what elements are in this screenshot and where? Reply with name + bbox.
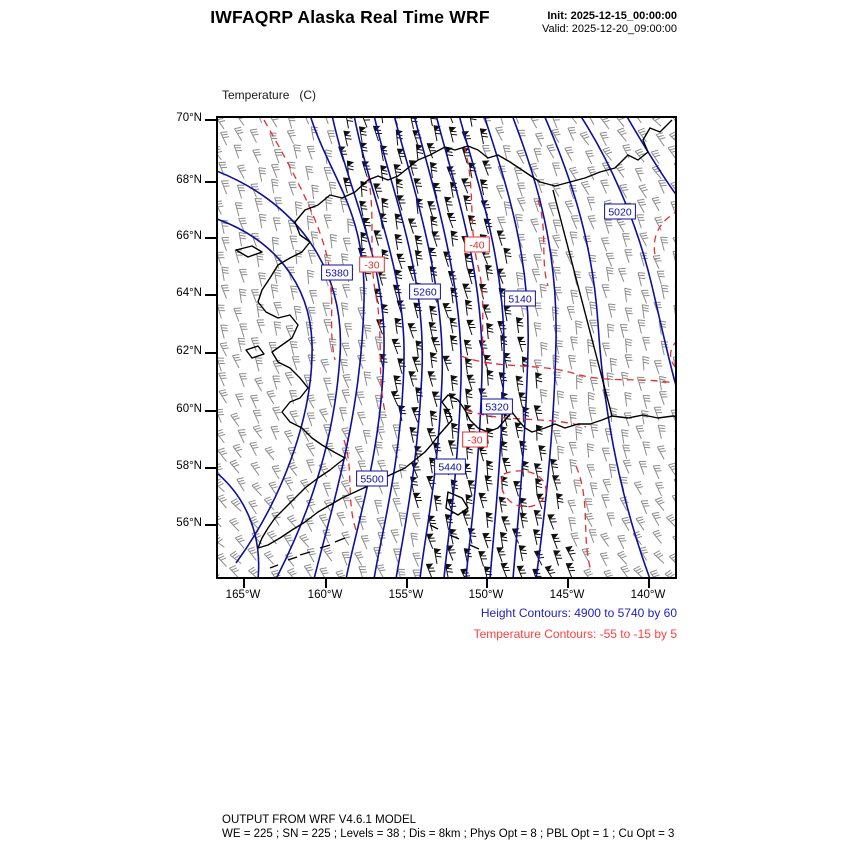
- lat-tick-label: 60°N: [176, 403, 202, 415]
- height-contour-label: [435, 459, 466, 474]
- svg-text:5440: 5440: [438, 461, 462, 474]
- temperature-contour-label: [465, 237, 490, 252]
- lon-tick-label: 140°W: [630, 589, 666, 601]
- footer-model-info: [222, 813, 674, 841]
- height-contour-label: [322, 265, 353, 280]
- lon-tick-mark: [243, 579, 245, 588]
- svg-text:5500: 5500: [360, 473, 384, 486]
- lat-tick-label: 58°N: [176, 460, 202, 472]
- map-frame: [216, 116, 677, 579]
- lat-tick-mark: [205, 410, 216, 412]
- lon-tick-mark: [567, 579, 569, 588]
- lat-tick-mark: [205, 524, 216, 526]
- init-timestamp: Init: 2025-12-15_00:00:00: [547, 10, 677, 22]
- temperature-contour-label: [360, 257, 385, 272]
- lat-tick-label: 70°N: [176, 112, 202, 124]
- lon-tick-label: 160°W: [307, 589, 343, 601]
- height-contours-caption: Height Contours: 4900 to 5740 by 60: [480, 606, 677, 620]
- svg-text:5020: 5020: [608, 206, 632, 219]
- valid-timestamp: Valid: 2025-12-20_09:00:00: [542, 23, 677, 35]
- map-plot: [218, 118, 675, 577]
- svg-text:5260: 5260: [413, 286, 437, 299]
- lon-tick-mark: [486, 579, 488, 588]
- lat-tick-mark: [205, 119, 216, 121]
- height-contour-label: [482, 399, 513, 414]
- lat-tick-mark: [205, 294, 216, 296]
- alaska-mainland-coastline: [258, 120, 675, 548]
- lat-tick-label: 68°N: [176, 174, 202, 186]
- lon-tick-mark: [406, 579, 408, 588]
- temperature-contour-label: [463, 432, 488, 447]
- lat-tick-mark: [205, 352, 216, 354]
- lat-tick-label: 66°N: [176, 230, 202, 242]
- lon-tick-label: 155°W: [388, 589, 424, 601]
- aleutian-islands: [270, 538, 345, 568]
- svg-text:-40: -40: [469, 239, 485, 252]
- lon-tick-mark: [648, 579, 650, 588]
- temperature-contours-caption: Temperature Contours: -55 to -15 by 5: [473, 627, 677, 641]
- lon-tick-label: 165°W: [225, 589, 261, 601]
- legend-temperature-line: Temperature (C): [222, 88, 317, 102]
- page-title: IWFAQRP Alaska Real Time WRF: [210, 7, 490, 27]
- lat-tick-label: 64°N: [176, 287, 202, 299]
- lat-tick-mark: [205, 181, 216, 183]
- lat-tick-label: 56°N: [176, 517, 202, 529]
- height-contour-label: [357, 471, 388, 486]
- lat-tick-mark: [205, 237, 216, 239]
- svg-text:5380: 5380: [325, 267, 349, 280]
- model-config-line: WE = 225 ; SN = 225 ; Levels = 38 ; Dis = 8km ; Phys Opt = 8 ; PBL Opt = 1 ; Cu Opt = 3: [222, 828, 675, 840]
- lat-tick-label: 62°N: [176, 345, 202, 357]
- svg-text:-30: -30: [467, 434, 483, 447]
- lon-tick-label: 145°W: [549, 589, 585, 601]
- model-output-line: OUTPUT FROM WRF V4.6.1 MODEL: [222, 814, 417, 826]
- height-contour-label: [410, 284, 441, 299]
- height-contour-label: [605, 204, 636, 219]
- lon-tick-label: 150°W: [468, 589, 504, 601]
- lon-tick-mark: [325, 579, 327, 588]
- svg-text:5140: 5140: [508, 293, 532, 306]
- svg-text:-30: -30: [364, 259, 380, 272]
- svg-text:5320: 5320: [485, 401, 509, 414]
- lat-tick-mark: [205, 467, 216, 469]
- height-contour-label: [505, 291, 536, 306]
